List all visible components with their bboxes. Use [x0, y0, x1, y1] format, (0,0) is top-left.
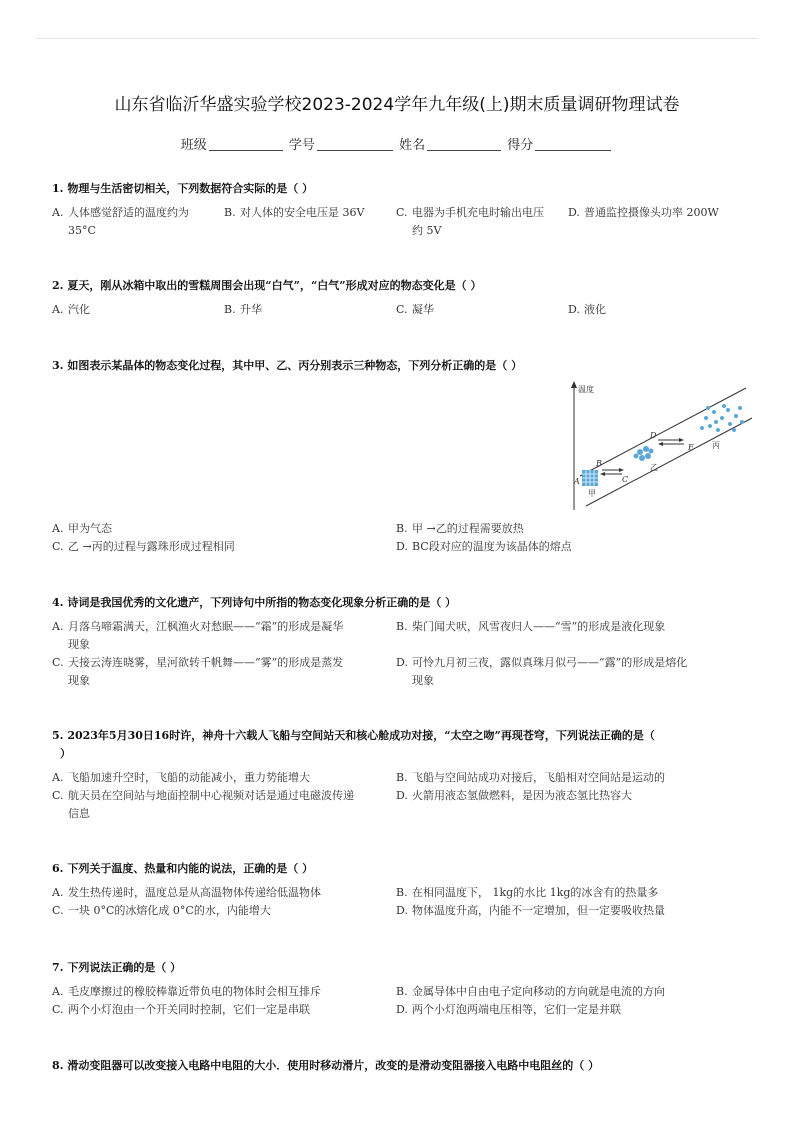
id-blank[interactable] [317, 150, 393, 151]
question-2-option-c[interactable]: C. 凝华 [396, 303, 434, 316]
question-1-option-d[interactable]: D. 普通监控摄像头功率 200W [568, 206, 719, 219]
score-label: 得分 [507, 138, 534, 153]
guide-line-upper [580, 388, 746, 476]
arrow-b-head [619, 468, 624, 472]
question-5-option-c[interactable]: C. 航天员在空间站与地面控制中心视频对话是通过电磁波传递 信息 [52, 789, 354, 820]
question-4-option-c[interactable]: C. 天接云涛连晓雾，星河欲转千帆舞——“雾”的形成是蒸发 现象 [52, 656, 344, 687]
arrow-c-head [600, 472, 605, 476]
question-5-stem: 5. 2023年5月30日16时许，神舟十六载人飞船与空间站天和核心舱成功对接，“太空之吻”再现苍穹，下列说法正确的是（ [52, 729, 655, 742]
question-5-option-d[interactable]: D. 火箭用液态氢做燃料，是因为液态氢比热容大 [396, 789, 632, 802]
question-7-option-a[interactable]: A. 毛皮摩擦过的橡胶棒靠近带负电的物体时会相互排斥 [52, 985, 321, 998]
question-6-stem: 6. 下列关于温度、热量和内能的说法，正确的是（ ） [52, 862, 314, 875]
state-change-figure [556, 378, 766, 516]
question-1-option-b[interactable]: B. 对人体的安全电压是 36V [224, 206, 365, 219]
question-6-option-d[interactable]: D. 物体温度升高，内能不一定增加，但一定要吸收热量 [396, 904, 665, 917]
question-3-option-c[interactable]: C. 乙 →丙的过程与露珠形成过程相同 [52, 540, 235, 553]
question-3-stem: 3. 如图表示某晶体的物态变化过程，其中甲、乙、丙分别表示三种物态，下列分析正确的是（ ） [52, 359, 523, 372]
question-5-stem-continued: ） [60, 747, 71, 760]
state-label-yi: 乙 [650, 463, 658, 472]
question-7-stem: 7. 下列说法正确的是（ ） [52, 961, 182, 974]
name-label: 姓名 [399, 138, 426, 153]
class-blank[interactable] [209, 150, 283, 151]
question-6-option-a[interactable]: A. 发生热传递时，温度总是从高温物体传递给低温物体 [52, 886, 321, 899]
point-label-b: B [596, 459, 602, 468]
question-1-option-a[interactable]: A. 人体感觉舒适的温度约为 35°C [52, 206, 189, 237]
class-label: 班级 [180, 138, 207, 153]
question-6-option-c[interactable]: C. 一块 0°C的冰熔化成 0°C的水，内能增大 [52, 904, 271, 917]
page-title: 山东省临沂华盛实验学校2023-2024学年九年级(上)期末质量调研物理试卷 [114, 95, 680, 115]
question-7-option-b[interactable]: B. 金属导体中自由电子定向移动的方向就是电流的方向 [396, 985, 665, 998]
question-7-option-c[interactable]: C. 两个小灯泡由一个开关同时控制，它们一定是串联 [52, 1003, 310, 1016]
top-divider [36, 38, 758, 39]
axis-arrowhead [571, 381, 577, 388]
guide-line-lower [586, 418, 752, 506]
axis-label: 温度 [578, 385, 594, 394]
state-label-bing: 丙 [712, 441, 720, 450]
arrow-d-head [679, 438, 684, 442]
question-4-option-b[interactable]: B. 柴门闻犬吠，风雪夜归人——“雪”的形成是液化现象 [396, 620, 666, 633]
gas-state-particles-icon [700, 404, 744, 432]
liquid-state-cluster-icon [634, 446, 654, 461]
question-4-option-d[interactable]: D. 可怜九月初三夜，露似真珠月似弓——“露”的形成是熔化 现象 [396, 656, 688, 687]
question-3-option-b[interactable]: B. 甲 →乙的过程需要放热 [396, 522, 524, 535]
point-label-c: C [622, 475, 629, 484]
question-2-option-d[interactable]: D. 液化 [568, 303, 606, 316]
point-label-e: E [688, 443, 694, 452]
state-label-jia: 甲 [588, 489, 596, 498]
question-7-option-d[interactable]: D. 两个小灯泡两端电压相等，它们一定是并联 [396, 1003, 621, 1016]
question-2-option-a[interactable]: A. 汽化 [52, 303, 90, 316]
question-3-option-a[interactable]: A. 甲为气态 [52, 522, 112, 535]
question-1-option-c[interactable]: C. 电器为手机充电时输出电压 约 5V [396, 206, 544, 237]
question-2-option-b[interactable]: B. 升华 [224, 303, 262, 316]
name-blank[interactable] [427, 150, 501, 151]
point-label-a: A [574, 477, 580, 486]
id-label: 学号 [288, 138, 315, 153]
arrow-e-head [658, 442, 663, 446]
question-5-option-a[interactable]: A. 飞船加速升空时，飞船的动能减小，重力势能增大 [52, 771, 310, 784]
question-2-stem: 2. 夏天，刚从冰箱中取出的雪糕周围会出现“白气”，“白气”形成对应的物态变化是（ ） [52, 279, 482, 292]
question-6-option-b[interactable]: B. 在相同温度下， 1kg的水比 1kg的冰含有的热量多 [396, 886, 659, 899]
question-4-option-a[interactable]: A. 月落乌啼霜满天，江枫渔火对愁眠——“霜”的形成是凝华 现象 [52, 620, 344, 651]
solid-state-cube-icon [582, 470, 598, 486]
score-blank[interactable] [535, 150, 611, 151]
question-1-stem: 1. 物理与生活密切相关，下列数据符合实际的是（ ） [52, 182, 314, 195]
point-label-d: D [650, 431, 657, 440]
question-3-option-d[interactable]: D. BC段对应的温度为该晶体的熔点 [396, 540, 572, 553]
question-4-stem: 4. 诗词是我国优秀的文化遗产，下列诗句中所指的物态变化现象分析正确的是（ ） [52, 596, 457, 609]
question-8-stem: 8. 滑动变阻器可以改变接入电路中电阻的大小．使用时移动滑片，改变的是滑动变阻器接入电路中电阻丝的（ ） [52, 1059, 600, 1072]
student-info-line [0, 134, 794, 153]
question-5-option-b[interactable]: B. 飞船与空间站成功对接后，飞船相对空间站是运动的 [396, 771, 665, 784]
